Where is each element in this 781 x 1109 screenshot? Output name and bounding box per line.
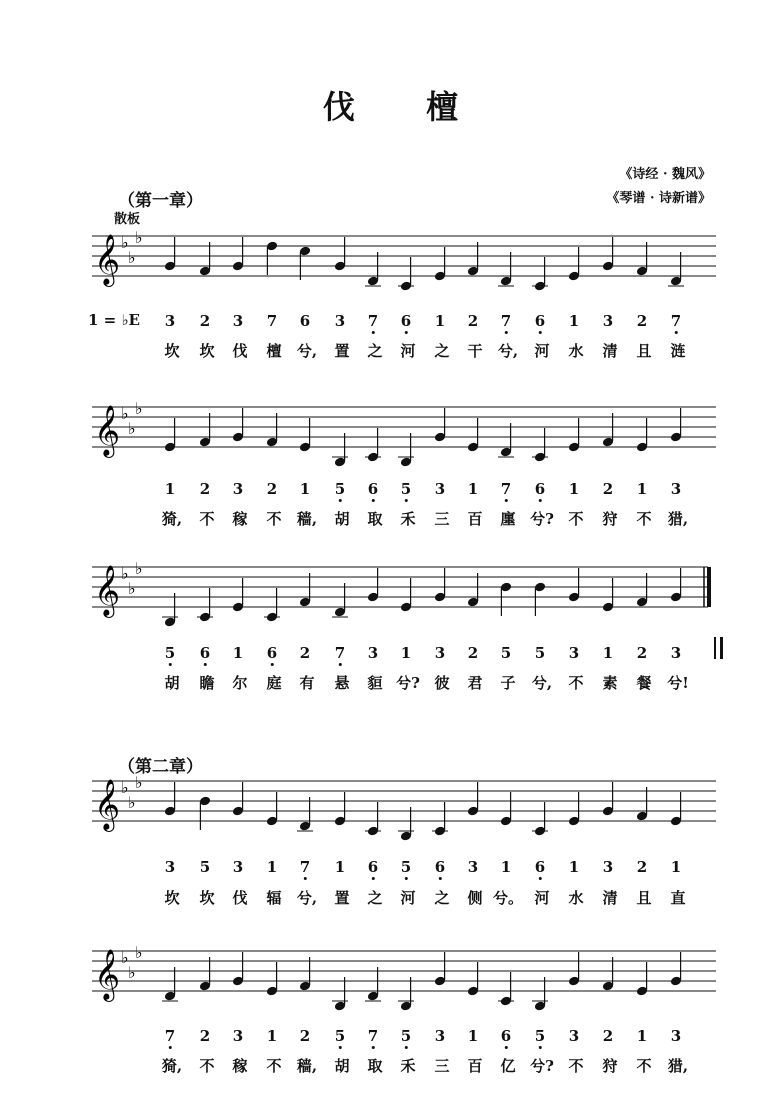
jianpu-number: 3 [434, 644, 446, 662]
treble-clef-icon: 𝄞 [94, 949, 121, 1000]
jianpu-number: 3 [602, 858, 614, 876]
lyric-row [0, 1055, 781, 1077]
lyric-syllable: 置 [334, 342, 350, 360]
tempo-marking: 散板 [114, 212, 141, 227]
jianpu-number: 5 [164, 644, 176, 662]
jianpu-number: 5 [400, 858, 412, 876]
lyric-syllable: 兮, [296, 342, 318, 360]
final-barline-mark [714, 637, 723, 659]
jianpu-number: 2 [199, 1027, 211, 1045]
lyric-syllable: 之 [434, 889, 450, 907]
jianpu-number: 6 [534, 858, 546, 876]
jianpu-number: 6 [367, 858, 379, 876]
lyric-syllable: 坎 [199, 889, 215, 907]
jianpu-number: 5 [334, 480, 346, 498]
lyric-syllable: 胡 [334, 510, 350, 528]
lyric-row [0, 672, 781, 694]
lyric-syllable: 兮。 [492, 889, 524, 907]
jianpu-number: 2 [299, 1027, 311, 1045]
flat-sign-icon: ♭ [121, 564, 129, 583]
flat-sign-icon: ♭ [121, 404, 129, 423]
jianpu-number: 1 [636, 1027, 648, 1045]
jianpu-number: 6 [500, 1027, 512, 1045]
lyric-syllable: 君 [467, 674, 483, 692]
jianpu-number: 1 [568, 480, 580, 498]
jianpu-number: 7 [500, 312, 512, 330]
jianpu-number: 3 [232, 480, 244, 498]
jianpu-number: 3 [568, 1027, 580, 1045]
jianpu-number: 3 [164, 858, 176, 876]
lyric-syllable: 清 [602, 342, 618, 360]
jianpu-number: 1 [568, 858, 580, 876]
jianpu-number: 5 [400, 480, 412, 498]
jianpu-number: 5 [199, 858, 211, 876]
jianpu-number: 1 [232, 644, 244, 662]
jianpu-number-row [0, 1027, 781, 1049]
jianpu-number: 1 [568, 312, 580, 330]
lyric-syllable: 河 [400, 342, 416, 360]
lyric-syllable: 胡 [334, 1057, 350, 1075]
flat-sign-icon: ♭ [128, 419, 136, 438]
lyric-syllable: 猎, [667, 1057, 689, 1075]
lyric-syllable: 猗, [161, 1057, 183, 1075]
jianpu-number: 3 [670, 1027, 682, 1045]
lyric-syllable: 庭 [266, 674, 282, 692]
flat-sign-icon: ♭ [121, 948, 129, 967]
lyric-syllable: 坎 [199, 342, 215, 360]
jianpu-number: 1 [467, 480, 479, 498]
jianpu-number: 3 [232, 1027, 244, 1045]
lyric-syllable: 猎, [667, 510, 689, 528]
jianpu-number-row [0, 858, 781, 880]
lyric-syllable: 稼 [232, 510, 248, 528]
jianpu-number: 5 [534, 1027, 546, 1045]
lyric-syllable: 坎 [164, 889, 180, 907]
flat-sign-icon: ♭ [128, 793, 136, 812]
lyric-syllable: 之 [367, 342, 383, 360]
jianpu-number: 5 [500, 644, 512, 662]
jianpu-number: 2 [636, 858, 648, 876]
jianpu-number: 3 [164, 312, 176, 330]
lyric-syllable: 水 [568, 342, 584, 360]
jianpu-number: 6 [266, 644, 278, 662]
flat-sign-icon: ♭ [135, 228, 143, 247]
lyric-syllable: 禾 [400, 510, 416, 528]
lyric-syllable: 子 [500, 674, 516, 692]
jianpu-number: 1 [299, 480, 311, 498]
jianpu-number: 1 [467, 1027, 479, 1045]
jianpu-number: 3 [434, 1027, 446, 1045]
lyric-syllable: 不 [199, 1057, 215, 1075]
lyric-row [0, 508, 781, 530]
lyric-syllable: 不 [568, 510, 584, 528]
lyric-syllable: 兮? [530, 1057, 554, 1075]
lyric-syllable: 辐 [266, 889, 282, 907]
jianpu-number: 1 [266, 858, 278, 876]
treble-clef-icon: 𝄞 [94, 405, 121, 456]
jianpu-number: 1 [500, 858, 512, 876]
lyric-syllable: 水 [568, 889, 584, 907]
jianpu-number: 7 [299, 858, 311, 876]
lyric-syllable: 禾 [400, 1057, 416, 1075]
jianpu-number: 2 [199, 480, 211, 498]
lyric-syllable: 不 [636, 1057, 652, 1075]
lyric-syllable: 不 [568, 674, 584, 692]
lyric-syllable: 三 [434, 1057, 450, 1075]
jianpu-number: 3 [602, 312, 614, 330]
treble-clef-icon: 𝄞 [94, 779, 121, 830]
jianpu-number: 3 [367, 644, 379, 662]
jianpu-number: 3 [434, 480, 446, 498]
lyric-syllable: 兮, [497, 342, 519, 360]
lyric-syllable: 置 [334, 889, 350, 907]
lyric-syllable: 貆 [367, 674, 383, 692]
lyric-syllable: 胡 [164, 674, 180, 692]
flat-sign-icon: ♭ [135, 559, 143, 578]
jianpu-number: 5 [400, 1027, 412, 1045]
jianpu-number: 2 [636, 312, 648, 330]
flat-sign-icon: ♭ [135, 399, 143, 418]
jianpu-number: 5 [334, 1027, 346, 1045]
lyric-syllable: 坎 [164, 342, 180, 360]
lyric-syllable: 尔 [232, 674, 248, 692]
jianpu-number: 1 [266, 1027, 278, 1045]
lyric-syllable: 不 [266, 510, 282, 528]
source-line-2: 《琴谱 · 诗新谱》 [606, 191, 711, 206]
lyric-syllable: 兮, [296, 889, 318, 907]
jianpu-number: 5 [534, 644, 546, 662]
lyric-syllable: 猗, [161, 510, 183, 528]
lyric-syllable: 之 [367, 889, 383, 907]
flat-sign-icon: ♭ [128, 963, 136, 982]
lyric-syllable: 不 [266, 1057, 282, 1075]
jianpu-number-row [0, 480, 781, 502]
lyric-syllable: 彼 [434, 674, 450, 692]
lyric-syllable: 不 [568, 1057, 584, 1075]
jianpu-number-row [0, 312, 781, 334]
lyric-syllable: 且 [636, 889, 652, 907]
chapter-heading-2: （第二章） [118, 757, 203, 777]
key-signature-label: 1 = ♭E [88, 311, 140, 329]
jianpu-number: 6 [299, 312, 311, 330]
treble-clef-icon: 𝄞 [94, 234, 121, 285]
lyric-syllable: 素 [602, 674, 618, 692]
lyric-syllable: 河 [534, 889, 550, 907]
lyric-syllable: 伐 [232, 342, 248, 360]
lyric-syllable: 河 [534, 342, 550, 360]
jianpu-number: 2 [266, 480, 278, 498]
jianpu-number: 1 [434, 312, 446, 330]
flat-sign-icon: ♭ [135, 943, 143, 962]
lyric-syllable: 直 [670, 889, 686, 907]
flat-sign-icon: ♭ [121, 778, 129, 797]
jianpu-number: 7 [367, 312, 379, 330]
jianpu-number: 7 [266, 312, 278, 330]
jianpu-number: 2 [199, 312, 211, 330]
lyric-syllable: 有 [299, 674, 315, 692]
lyric-syllable: 之 [434, 342, 450, 360]
jianpu-number: 1 [670, 858, 682, 876]
jianpu-number: 3 [232, 312, 244, 330]
lyric-syllable: 穑, [296, 510, 318, 528]
jianpu-number: 2 [299, 644, 311, 662]
jianpu-number: 2 [636, 644, 648, 662]
jianpu-number: 3 [467, 858, 479, 876]
lyric-syllable: 百 [467, 510, 483, 528]
jianpu-number: 6 [400, 312, 412, 330]
lyric-syllable: 侧 [467, 889, 483, 907]
lyric-syllable: 悬 [334, 674, 350, 692]
page-title: 伐 檀 [322, 88, 489, 126]
lyric-syllable: 狩 [602, 510, 618, 528]
jianpu-number: 2 [467, 312, 479, 330]
lyric-row [0, 340, 781, 362]
lyric-syllable: 不 [199, 510, 215, 528]
lyric-syllable: 三 [434, 510, 450, 528]
lyric-syllable: 百 [467, 1057, 483, 1075]
lyric-syllable: 兮, [531, 674, 553, 692]
jianpu-number: 2 [467, 644, 479, 662]
lyric-syllable: 稼 [232, 1057, 248, 1075]
jianpu-number: 3 [232, 858, 244, 876]
lyric-syllable: 涟 [670, 342, 686, 360]
jianpu-number: 1 [334, 858, 346, 876]
lyric-syllable: 穑, [296, 1057, 318, 1075]
jianpu-number: 3 [568, 644, 580, 662]
jianpu-number: 3 [670, 480, 682, 498]
jianpu-number: 6 [534, 480, 546, 498]
jianpu-number: 7 [334, 644, 346, 662]
lyric-syllable: 且 [636, 342, 652, 360]
chapter-heading-1: （第一章） [118, 191, 203, 211]
lyric-syllable: 兮? [396, 674, 420, 692]
lyric-syllable: 清 [602, 889, 618, 907]
jianpu-number-row [0, 644, 781, 666]
jianpu-number: 1 [164, 480, 176, 498]
treble-clef-icon: 𝄞 [94, 565, 121, 616]
lyric-syllable: 取 [367, 510, 383, 528]
lyric-syllable: 檀 [266, 342, 282, 360]
jianpu-number: 6 [199, 644, 211, 662]
flat-sign-icon: ♭ [128, 248, 136, 267]
jianpu-number: 2 [602, 480, 614, 498]
jianpu-number: 6 [367, 480, 379, 498]
jianpu-number: 7 [164, 1027, 176, 1045]
flat-sign-icon: ♭ [135, 773, 143, 792]
jianpu-number: 7 [367, 1027, 379, 1045]
lyric-syllable: 河 [400, 889, 416, 907]
jianpu-number: 2 [602, 1027, 614, 1045]
source-line-1: 《诗经 · 魏风》 [619, 167, 711, 182]
lyric-syllable: 亿 [500, 1057, 516, 1075]
flat-sign-icon: ♭ [128, 579, 136, 598]
lyric-syllable: 取 [367, 1057, 383, 1075]
jianpu-number: 6 [534, 312, 546, 330]
lyric-syllable: 不 [636, 510, 652, 528]
lyric-syllable: 狩 [602, 1057, 618, 1075]
lyric-syllable: 干 [467, 342, 483, 360]
lyric-syllable: 瞻 [199, 674, 215, 692]
jianpu-number: 3 [334, 312, 346, 330]
lyric-row [0, 887, 781, 909]
jianpu-number: 1 [636, 480, 648, 498]
jianpu-number: 6 [434, 858, 446, 876]
lyric-syllable: 兮? [530, 510, 554, 528]
lyric-syllable: 餐 [636, 674, 652, 692]
jianpu-number: 3 [670, 644, 682, 662]
jianpu-number: 7 [670, 312, 682, 330]
jianpu-number: 1 [400, 644, 412, 662]
jianpu-number: 7 [500, 480, 512, 498]
lyric-syllable: 伐 [232, 889, 248, 907]
jianpu-number: 1 [602, 644, 614, 662]
lyric-syllable: 兮! [667, 674, 689, 692]
lyric-syllable: 廛 [500, 510, 516, 528]
flat-sign-icon: ♭ [121, 233, 129, 252]
